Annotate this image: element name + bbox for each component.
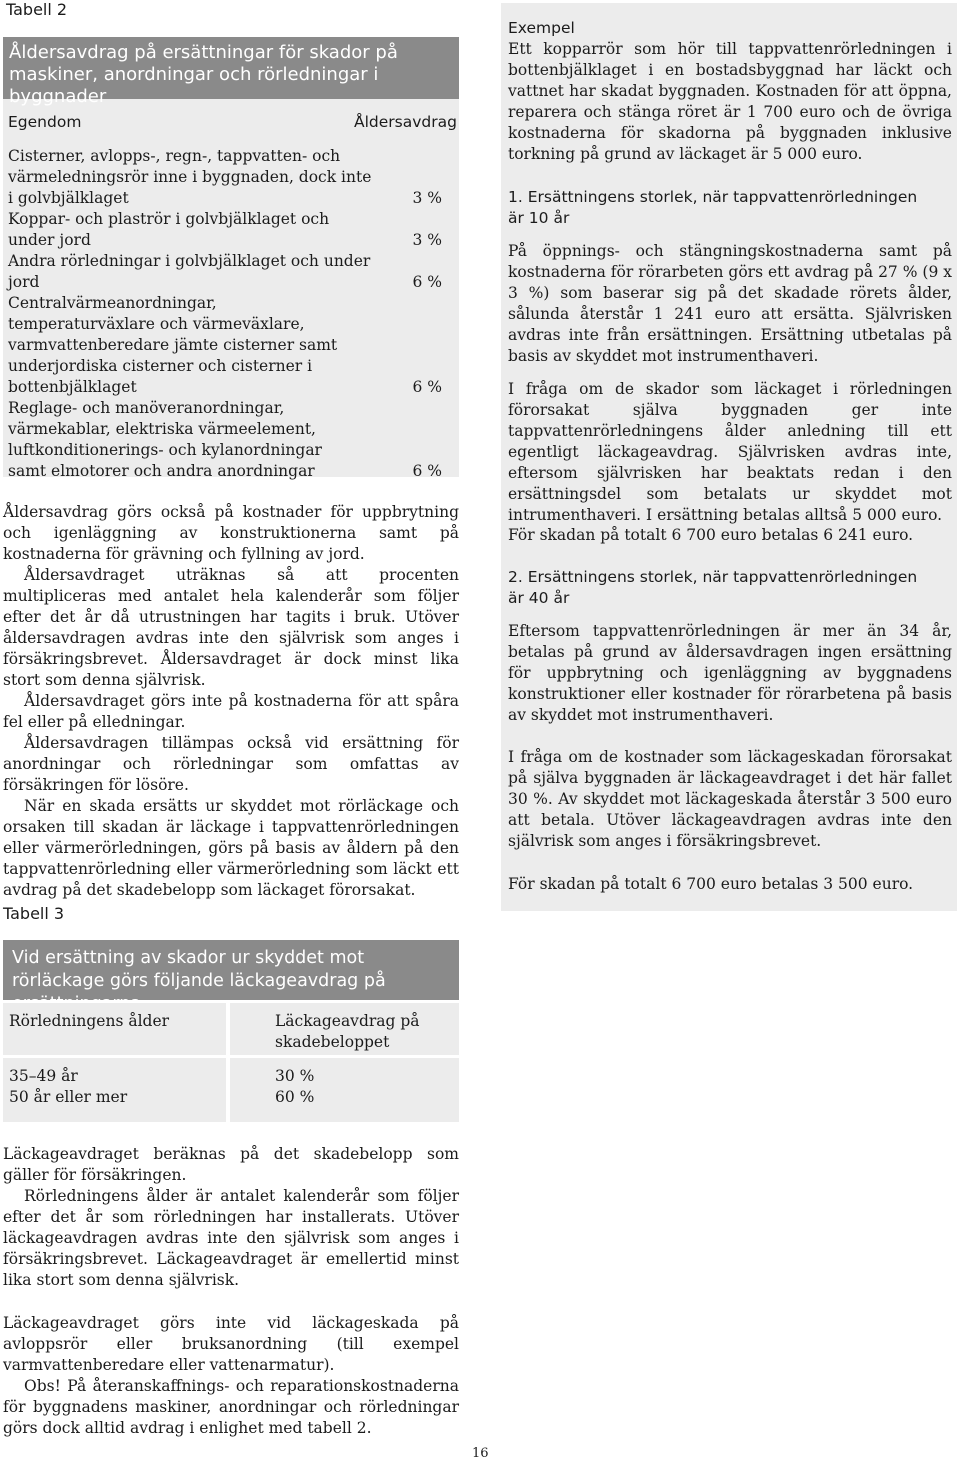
paragraph: Rörledningens ålder är antalet kalenderår som följer efter det år som rörledningen har installerats. Utöver läckageavdragen avdras inte den självrisk som anges i försäkringsbrevet. Läckageavdraget är emellertid minst lika stort som denna självrisk.	[3, 1187, 459, 1289]
paragraph: Åldersavdrag görs också på kostnader för uppbrytning och igenläggning av konstruktionerna samt på kostnaderna för grävning och fyllning av jord.	[3, 503, 459, 563]
paragraph: Åldersavdraget görs inte på kostnaderna för att spåra fel eller på elledningar.	[3, 692, 459, 731]
row-property: Andra rörledningar i golvbjälklaget och under jord	[8, 252, 371, 291]
paragraph: Obs! På återanskaffnings- och reparationskostnaderna för byggnadens maskiner, anordningar och rörledningar görs dock alltid avdrag i enlighet med tabell 2.	[3, 1377, 459, 1437]
example-heading: Exempel	[508, 19, 575, 37]
case1-paragraph-1: På öppnings- och stängningskostnaderna samt på kostnaderna för rörarbeten görs ett avdrag på 27 % (9 x 3 %) som baserar sig på det skadade rörets ålder, sålunda återstår 1 241 euro att ersätta. Självrisken avdras inte från ersättningen. Ersättning utbetalas på basis av skyddet mot instrumenthaveri.	[508, 242, 952, 365]
paragraph: Åldersavdragen tillämpas också vid ersättning för anordningar och rörledningar som omfattas av försäkringen för lösöre.	[3, 734, 459, 794]
tabell3-pct-cells	[230, 1058, 459, 1122]
tabell2-col-property: Egendom	[8, 113, 82, 131]
row-deduction: 30 %	[275, 1067, 315, 1085]
row-property: Koppar- och plaströr i golvbjälklaget och under jord	[8, 210, 330, 249]
case2-total: För skadan på totalt 6 700 euro betalas 3 500 euro.	[508, 875, 914, 893]
row-property: Cisterner, avlopps-, regn-, tappvatten- och värmeledningsrör inne i byggnaden, dock inte i golvbjälklaget	[8, 147, 372, 207]
tabell2-rows	[8, 146, 442, 482]
row-deduction: 60 %	[275, 1088, 315, 1106]
tabell3-col-deduction: Läckageavdrag på skadebeloppet	[230, 1003, 459, 1055]
row-property: Reglage- och manöveranordningar, värmekablar, elektriska värmeelement, luftkonditionerings- och kylanordningar samt elmotorer och andra anordningar	[8, 399, 322, 480]
tabell2-label: Tabell 2	[6, 0, 68, 19]
case1-heading: 1. Ersättningens storlek, när tappvattenrörledningen är 10 år	[508, 188, 918, 227]
tabell3-age-cells	[3, 1058, 226, 1122]
table-row	[8, 398, 442, 482]
age-deduction-text	[3, 502, 459, 901]
row-deduction: 6 %	[412, 462, 442, 480]
table-row	[8, 251, 442, 293]
paragraph: När en skada ersätts ur skyddet mot rörläckage och orsaken till skadan är läckage i tappvattenrörledningen eller värmerörledningen, görs på basis av åldern på den tappvattenrörledning eller värmerörledning som läckt ett avdrag på det skadebelopp som läckaget förorsakat.	[3, 797, 459, 899]
paragraph: Läckageavdraget beräknas på det skadebelopp som gäller för försäkringen.	[3, 1145, 459, 1184]
table-row	[8, 209, 442, 251]
tabell2-title: Åldersavdrag på ersättningar för skador på maskiner, anordningar och rörledningar i byggnader	[3, 37, 459, 99]
case1-paragraph-2: I fråga om de skador som läckaget i rörledningen förorsakat själva byggnaden ger inte tappvattenrörledningens ålder anledning till ett egentligt läckageavdrag. Självrisken avdras inte, eftersom självrisken har beaktats redan i den ersättningsdel som betalats ur skyddet mot intrumenthaveri. I ersättning betalas alltså 5 000 euro.	[508, 380, 952, 524]
row-deduction: 6 %	[412, 273, 442, 291]
case2-paragraph-1: Eftersom tappvattenrörledningen är mer än 34 år, betalas på grund av åldersavdragen ingen ersättning för uppbrytning och igenläggning av byggnadens konstruktioner eller kostnader för rörarbetena på basis av skyddet mot instrumenthaveri.	[508, 622, 952, 724]
leak-deduction-text-1	[3, 1144, 459, 1291]
row-age: 50 år eller mer	[9, 1088, 128, 1106]
tabell2-col-deduction: Åldersavdrag	[354, 113, 457, 131]
tabell3-label: Tabell 3	[3, 904, 65, 923]
case1-total: För skadan på totalt 6 700 euro betalas 6 241 euro.	[508, 526, 914, 544]
row-deduction: 6 %	[412, 378, 442, 396]
page-number: 16	[472, 1446, 489, 1461]
paragraph: Läckageavdraget görs inte vid läckageskada på avloppsrör eller bruksanordning (till exempel varmvattenberedare eller vattenarmatur).	[3, 1314, 459, 1374]
case2-heading: 2. Ersättningens storlek, när tappvattenrörledningen är 40 år	[508, 568, 918, 607]
table-row	[8, 293, 442, 398]
case2-paragraph-2: I fråga om de kostnader som läckageskadan förorsakat på själva byggnaden är läckageavdraget i det här fallet 30 %. Av skyddet mot läckageskada återstår 3 500 euro att betala. Utöver läckageavdragen avdras inte den självrisk som anges i försäkringsbrevet.	[508, 748, 952, 850]
row-deduction: 3 %	[412, 189, 442, 207]
paragraph: Åldersavdraget uträknas så att procenten multipliceras med antalet hela kalenderår som följer efter det år då utrustningen har tagits i bruk. Utöver åldersavdragen avdras inte den självrisk som anges i försäkringsbrevet. Åldersavdraget är dock minst lika stort som denna självrisk.	[3, 566, 459, 689]
example-intro: Ett kopparrör som hör till tappvattenrörledningen i bottenbjälklaget i en bostadsbyggnad har läckt och vattnet har skadat byggnaden. Kostnaden för att öppna, reparera och stänga röret är 1 700 euro och de övriga kostnaderna för skadorna på byggnaden inklusive torkning på grund av läckaget är 5 000 euro.	[508, 40, 952, 163]
row-age: 35–49 år	[9, 1067, 78, 1085]
table-row	[8, 146, 442, 209]
tabell3-col-age: Rörledningens ålder	[3, 1003, 226, 1055]
row-deduction: 3 %	[412, 231, 442, 249]
leak-deduction-text-2	[3, 1313, 459, 1439]
tabell3-title: Vid ersättning av skador ur skyddet mot rörläckage görs följande läckageavdrag på	[3, 940, 459, 1000]
row-property: Centralvärmeanordningar, temperaturväxlare och värmeväxlare, varmvattenberedare jämte cisterner samt underjordiska cisterner och cisterner i bottenbjälklaget	[8, 294, 338, 396]
